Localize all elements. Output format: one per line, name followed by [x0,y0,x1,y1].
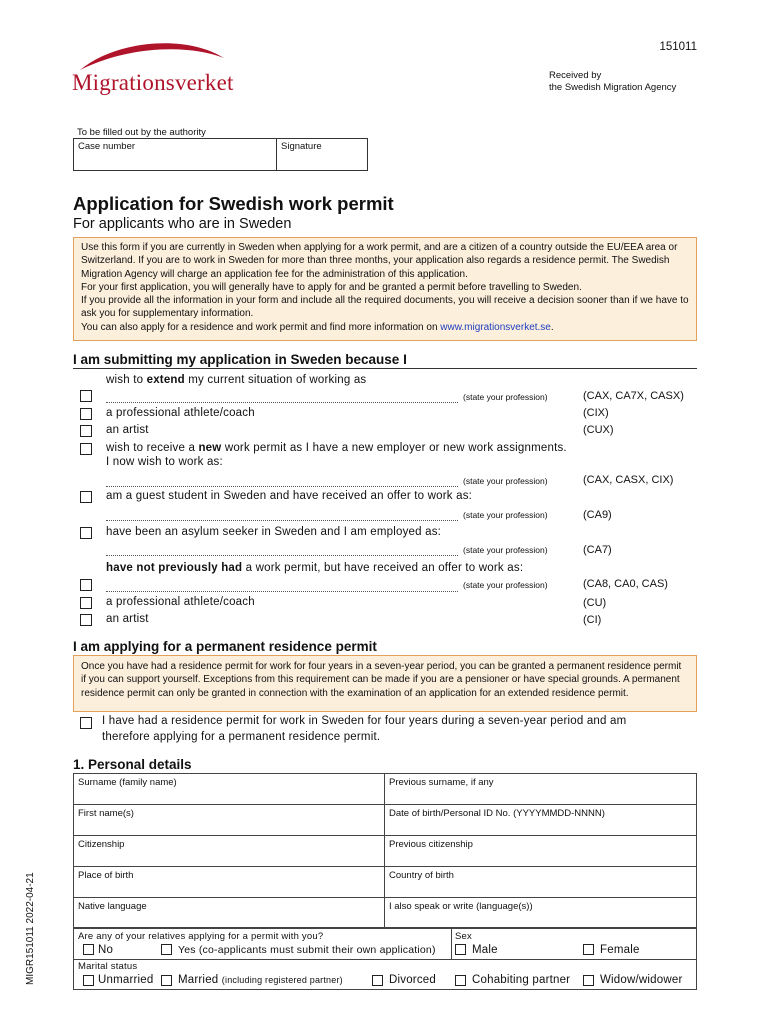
code-athlete-extend: (CIX) [583,407,609,419]
sex-label: Sex [455,931,472,942]
code-artist-new: (CI) [583,614,602,626]
athlete-extend-label: a professional athlete/coach [106,407,255,419]
page-subtitle: For applicants who are in Sweden [73,216,292,232]
state-profession-hint: (state your profession) [463,476,548,486]
website-link[interactable]: www.migrationsverket.se [440,321,551,333]
code-notprev: (CA8, CA0, CAS) [583,578,668,590]
personal-details-heading: 1. Personal details [73,757,192,772]
athlete-new-label: a professional athlete/coach [106,596,255,608]
checkbox-not-previously[interactable] [80,579,92,591]
profession-line-new[interactable] [106,486,458,487]
code-extend: (CAX, CA7X, CASX) [583,390,684,402]
intro-p4 [81,321,689,334]
profession-line-guest[interactable] [106,520,458,521]
permanent-info-text: Once you have had a residence permit for work for four years in a seven-year period, you can be granted a permanent residence permit if you can support yourself. Exceptions from this requirement can be made if you are a pensioner or have special grounds. A permanent residence permit can only be granted in connection with the examination of an application for an extended residence permit. [81,661,682,699]
personal-details-table [73,773,697,928]
married-text: Married [178,974,219,986]
divider [73,368,697,369]
received-line1: Received by [549,70,602,81]
code-guest: (CA9) [583,509,612,521]
table-row [73,804,697,835]
code-artist-extend: (CUX) [583,424,614,436]
profession-line-notprev[interactable] [106,591,458,592]
married-note: (including registered partner) [221,975,343,985]
checkbox-permanent[interactable] [80,717,92,729]
citizenship-field[interactable]: Citizenship [74,836,385,866]
checkbox-male[interactable] [455,944,466,955]
new-bold: new [198,442,222,454]
table-row [73,835,697,866]
relatives-question: Are any of your relatives applying for a permit with you? [78,931,324,942]
checkbox-new-permit[interactable] [80,443,92,455]
authority-label: To be filled out by the authority [77,127,206,138]
intro-p1: Use this form if you are currently in Sweden when applying for a work permit, and are a citizen of a country outside the EU/EEA area or Switzerland. If you are to work in Sweden for more than three months, your application also regards a residence permit. The Swedish Migration Agency will charge an application fee for the administration of this application. [81,242,678,280]
extend-bold: extend [146,374,185,386]
divider [74,959,696,960]
first-name-field[interactable]: First name(s) [74,805,385,835]
new-pre: wish to receive a [106,442,199,454]
artist-extend-label: an artist [106,424,149,436]
divorced-label: Divorced [389,974,436,986]
relatives-marital-box [73,928,697,990]
surname-field[interactable]: Surname (family name) [74,774,385,804]
case-number-field[interactable] [74,139,277,170]
checkbox-relatives-no[interactable] [83,944,94,955]
intro-p4-text: You can also apply for a residence and work permit and find more information on [81,321,441,333]
checkbox-divorced[interactable] [372,975,383,986]
profession-line-asylum[interactable] [106,555,458,556]
intro-info-box [73,237,697,341]
intro-p2: For your first application, you will generally have to apply for and be granted a permit before travelling to Sweden. [81,281,582,293]
checkbox-artist-new[interactable] [80,614,92,626]
asylum-label: have been an asylum seeker in Sweden and I am employed as: [106,526,442,538]
extend-label [106,374,366,386]
cohabiting-label: Cohabiting partner [472,974,571,986]
state-profession-hint: (state your profession) [463,545,548,555]
received-line2: the Swedish Migration Agency [549,82,677,93]
table-row [73,866,697,897]
section-permanent-heading: I am applying for a permanent residence permit [73,639,377,654]
table-row [73,897,697,928]
permanent-info-box [73,655,697,712]
permanent-checkbox-line1: I have had a residence permit for work in Sweden for four years during a seven-year period and am [102,715,627,727]
signature-label: Signature [281,141,322,152]
permanent-checkbox-line2: therefore applying for a permanent residence permit. [102,731,381,743]
checkbox-guest-student[interactable] [80,491,92,503]
notprev-bold: have not previously had [106,562,243,574]
checkbox-asylum[interactable] [80,527,92,539]
page-title: Application for Swedish work permit [73,193,394,214]
male-label: Male [472,944,498,956]
checkbox-relatives-yes[interactable] [161,944,172,955]
extend-pre: wish to [106,374,147,386]
profession-line-extend[interactable] [106,402,458,403]
unmarried-label: Unmarried [98,974,154,986]
guest-student-label: am a guest student in Sweden and have received an offer to work as: [106,490,473,502]
checkbox-extend[interactable] [80,390,92,402]
notprev-post: a work permit, but have received an offer to work as: [242,562,524,574]
form-code-vertical: MIGR151011 2022-04-21 [25,872,36,985]
new-permit-label [106,442,567,454]
marital-status-label: Marital status [78,961,138,972]
checkbox-artist-extend[interactable] [80,425,92,437]
checkbox-married[interactable] [161,975,172,986]
case-number-label: Case number [78,141,136,152]
table-row [73,773,697,804]
previous-surname-field[interactable]: Previous surname, if any [389,777,494,788]
received-stamp-label [549,70,676,94]
native-language-field[interactable]: Native language [74,898,385,927]
checkbox-athlete-extend[interactable] [80,408,92,420]
code-asylum: (CA7) [583,544,612,556]
code-new: (CAX, CASX, CIX) [583,474,674,486]
intro-p4-end: . [550,321,554,333]
section-submit-heading: I am submitting my application in Sweden because I [73,352,407,367]
widow-label: Widow/widower [600,974,683,986]
new-permit-line2: I now wish to work as: [106,456,223,468]
new-post: work permit as I have a new employer or new work assignments. [221,442,567,454]
other-languages-field[interactable]: I also speak or write (language(s)) [389,901,533,912]
checkbox-unmarried[interactable] [83,975,94,986]
signature-field[interactable] [277,139,326,170]
state-profession-hint: (state your profession) [463,580,548,590]
country-of-birth-field[interactable]: Country of birth [389,870,454,881]
logo-text: Migrationsverket [72,70,234,95]
married-label [178,974,343,986]
checkbox-cohabiting[interactable] [455,975,466,986]
form-number: 151011 [659,41,697,53]
checkbox-widow[interactable] [583,975,594,986]
state-profession-hint: (state your profession) [463,392,548,402]
relatives-no-label: No [98,944,114,956]
artist-new-label: an artist [106,613,149,625]
code-athlete-new: (CU) [583,597,607,609]
relatives-yes-label: Yes (co-applicants must submit their own application) [178,944,436,956]
checkbox-female[interactable] [583,944,594,955]
authority-box [73,138,368,171]
date-of-birth-field[interactable]: Date of birth/Personal ID No. (YYYYMMDD-NNNN) [389,808,605,819]
checkbox-athlete-new[interactable] [80,597,92,609]
divider [451,929,452,959]
intro-p3: If you provide all the information in your form and include all the required documents, you will receive a decision sooner than if we have to ask you for supplementary information. [81,295,689,320]
logo-arc-icon [76,38,226,72]
extend-post: my current situation of working as [184,374,367,386]
not-previously-label [106,562,523,574]
state-profession-hint: (state your profession) [463,510,548,520]
female-label: Female [600,944,640,956]
place-of-birth-field[interactable]: Place of birth [74,867,385,897]
previous-citizenship-field[interactable]: Previous citizenship [389,839,473,850]
